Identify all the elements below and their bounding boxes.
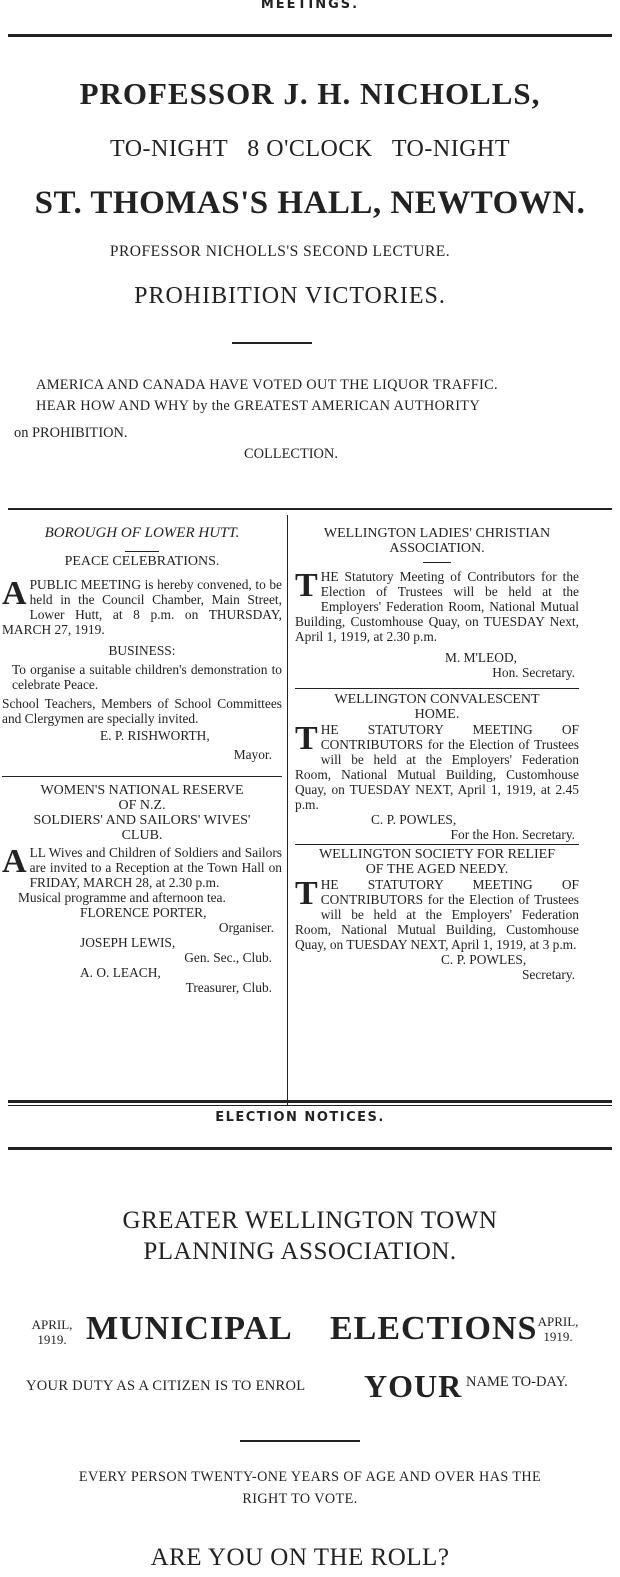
nicholls-body-3: on PROHIBITION. bbox=[14, 425, 128, 441]
word-elections: ELECTIONS bbox=[330, 1310, 538, 1347]
aged-heading-2: OF THE AGED NEEDY. bbox=[365, 862, 509, 877]
tonight-right: TO-NIGHT bbox=[391, 136, 511, 162]
short-rule bbox=[232, 342, 312, 344]
section-header: MEETINGS. bbox=[260, 0, 360, 12]
date-left-month: APRIL, bbox=[31, 1317, 73, 1332]
election-rule bbox=[8, 1147, 612, 1150]
hutt-rule bbox=[125, 551, 159, 552]
aged-heading-1: WELLINGTON SOCIETY FOR RELIEF bbox=[318, 847, 556, 862]
section-rule-1 bbox=[8, 508, 612, 510]
venue: ST. THOMAS'S HALL, NEWTOWN. bbox=[34, 185, 586, 221]
womens-body-block bbox=[2, 845, 282, 890]
hutt-body: PUBLIC MEETING is hereby convened, to be held in the Council Chamber, Main Street, Lower Hutt, at 8 p.m. on THURSDAY, MARCH 27, 1919. bbox=[2, 577, 282, 637]
org-line-1: GREATER WELLINGTON TOWN bbox=[122, 1207, 498, 1234]
word-municipal: MUNICIPAL bbox=[86, 1310, 293, 1347]
hutt-sub: PEACE CELEBRATIONS. bbox=[64, 554, 220, 569]
convalescent-body-block bbox=[295, 722, 579, 812]
womens-role-1: Organiser. bbox=[218, 920, 274, 935]
womens-programme: Musical programme and afternoon tea. bbox=[18, 890, 226, 905]
womens-role-2: Gen. Sec., Club. bbox=[184, 950, 272, 965]
duty-big: YOUR bbox=[364, 1368, 463, 1404]
womens-signer-1: FLORENCE PORTER, bbox=[80, 905, 207, 920]
ladies-heading-1: WELLINGTON LADIES' CHRISTIAN bbox=[323, 526, 551, 541]
womens-body: LL Wives and Children of Soldiers and Sailors are invited to a Reception at the Town Hall on FRIDAY, MARCH 28, at 2.30 p.m. bbox=[29, 845, 282, 890]
left-rule-1 bbox=[2, 776, 282, 777]
right-column bbox=[295, 520, 579, 1095]
hutt-business: BUSINESS: bbox=[108, 643, 176, 658]
ladies-role: Hon. Secretary. bbox=[492, 665, 575, 680]
aged-dropcap: T bbox=[295, 875, 318, 912]
aged-signer: C. P. POWLES, bbox=[441, 952, 527, 967]
tonight-time: 8 O'CLOCK bbox=[247, 136, 373, 162]
date-left-year: 1919. bbox=[37, 1332, 67, 1347]
convalescent-notice bbox=[295, 692, 579, 842]
aged-role: Secretary. bbox=[521, 967, 575, 982]
womens-heading-1: WOMEN'S NATIONAL RESERVE bbox=[40, 783, 244, 798]
convalescent-heading-2: HOME. bbox=[414, 707, 460, 722]
aged-notice bbox=[295, 847, 579, 982]
aged-body: HE STATUTORY MEETING OF CONTRIBUTORS for the Election of Trustees will be held at the Employers' Federation Room, National Mutual Building, Customhouse Quay, on TUESDAY NEXT, April 1, 1919, at 3 p.m. bbox=[295, 877, 579, 952]
date-left bbox=[22, 1317, 82, 1347]
convalescent-role: For the Hon. Secretary. bbox=[450, 827, 575, 842]
tonight-left: TO-NIGHT bbox=[109, 136, 228, 162]
aged-body-block bbox=[295, 877, 579, 952]
womens-notice bbox=[2, 783, 282, 995]
every-line-2: RIGHT TO VOTE. bbox=[242, 1491, 358, 1507]
womens-signer-2: JOSEPH LEWIS, bbox=[80, 935, 176, 950]
ladies-rule bbox=[423, 562, 451, 563]
hutt-dropcap: A bbox=[2, 575, 27, 612]
duty-post: NAME TO-DAY. bbox=[466, 1374, 568, 1390]
roll-question: ARE YOU ON THE ROLL? bbox=[150, 1544, 450, 1571]
convalescent-dropcap: T bbox=[295, 720, 318, 757]
convalescent-heading-1: WELLINGTON CONVALESCENT bbox=[334, 692, 540, 707]
hutt-body-block bbox=[2, 577, 282, 637]
date-right-month: APRIL, bbox=[537, 1314, 579, 1329]
womens-heading-2: OF N.Z. bbox=[118, 798, 166, 813]
election-header: ELECTION NOTICES. bbox=[215, 1110, 385, 1125]
lecture-line: PROFESSOR NICHOLLS'S SECOND LECTURE. bbox=[109, 243, 451, 260]
ladies-body: HE Statutory Meeting of Contributors for the Election of Trustees will be held at the Employers' Federation Room, National Mutual Building, Customhouse Quay, on TUESDAY Next, April 1, 1919, at 2.30 p.m. bbox=[295, 569, 579, 644]
date-right bbox=[528, 1314, 588, 1344]
womens-role-3: Treasurer, Club. bbox=[185, 980, 272, 995]
convalescent-body: HE STATUTORY MEETING OF CONTRIBUTORS for the Election of Trustees will be held at the Employers' Federation Room, National Mutual Building, Customhouse Quay, on TUESDAY NEXT, April 1, 1919, at 2.45 p.m. bbox=[295, 722, 579, 812]
nicholls-body-1: AMERICA AND CANADA HAVE VOTED OUT THE LIQUOR TRAFFIC. bbox=[36, 377, 498, 393]
section-rule-2b bbox=[8, 1105, 612, 1106]
date-right-year: 1919. bbox=[543, 1329, 573, 1344]
ladies-dropcap: T bbox=[295, 567, 318, 604]
hutt-role: Mayor. bbox=[233, 747, 272, 762]
ladies-notice bbox=[295, 526, 579, 680]
hutt-notice bbox=[2, 526, 282, 762]
section-rule-2a bbox=[8, 1100, 612, 1103]
tonight-line bbox=[0, 136, 620, 163]
column-divider bbox=[287, 515, 288, 1105]
every-line-1: EVERY PERSON TWENTY-ONE YEARS OF AGE AND OVER HAS THE bbox=[78, 1469, 542, 1485]
hutt-note: School Teachers, Members of School Committees and Clergymen are specially invited. bbox=[2, 696, 282, 726]
ladies-body-block bbox=[295, 569, 579, 644]
right-rule-2 bbox=[295, 844, 579, 845]
org-line-2: PLANNING ASSOCIATION. bbox=[143, 1238, 457, 1265]
womens-dropcap: A bbox=[2, 843, 27, 880]
short-rule-2 bbox=[240, 1440, 360, 1442]
hutt-item: To organise a suitable children's demonstration to celebrate Peace. bbox=[12, 662, 282, 692]
nicholls-title: PROFESSOR J. H. NICHOLLS, bbox=[79, 76, 541, 111]
ladies-heading-2: ASSOCIATION. bbox=[389, 541, 485, 556]
womens-heading-3: SOLDIERS' AND SAILORS' WIVES' bbox=[33, 813, 251, 828]
womens-heading-4: CLUB. bbox=[121, 828, 163, 843]
convalescent-signer: C. P. POWLES, bbox=[371, 812, 457, 827]
collection: COLLECTION. bbox=[244, 446, 338, 462]
right-rule-1 bbox=[295, 688, 579, 689]
hutt-signer: E. P. RISHWORTH, bbox=[100, 728, 210, 743]
topic: PROHIBITION VICTORIES. bbox=[134, 283, 446, 309]
nicholls-body-2: HEAR HOW AND WHY by the GREATEST AMERICAN AUTHORITY bbox=[36, 398, 481, 414]
ladies-signer: M. M'LEOD, bbox=[445, 650, 517, 665]
left-column bbox=[2, 520, 282, 1095]
top-rule bbox=[8, 34, 612, 37]
duty-pre: YOUR DUTY AS A CITIZEN IS TO ENROL bbox=[26, 1378, 306, 1394]
womens-signer-3: A. O. LEACH, bbox=[80, 965, 161, 980]
hutt-heading: BOROUGH OF LOWER HUTT. bbox=[44, 525, 240, 541]
